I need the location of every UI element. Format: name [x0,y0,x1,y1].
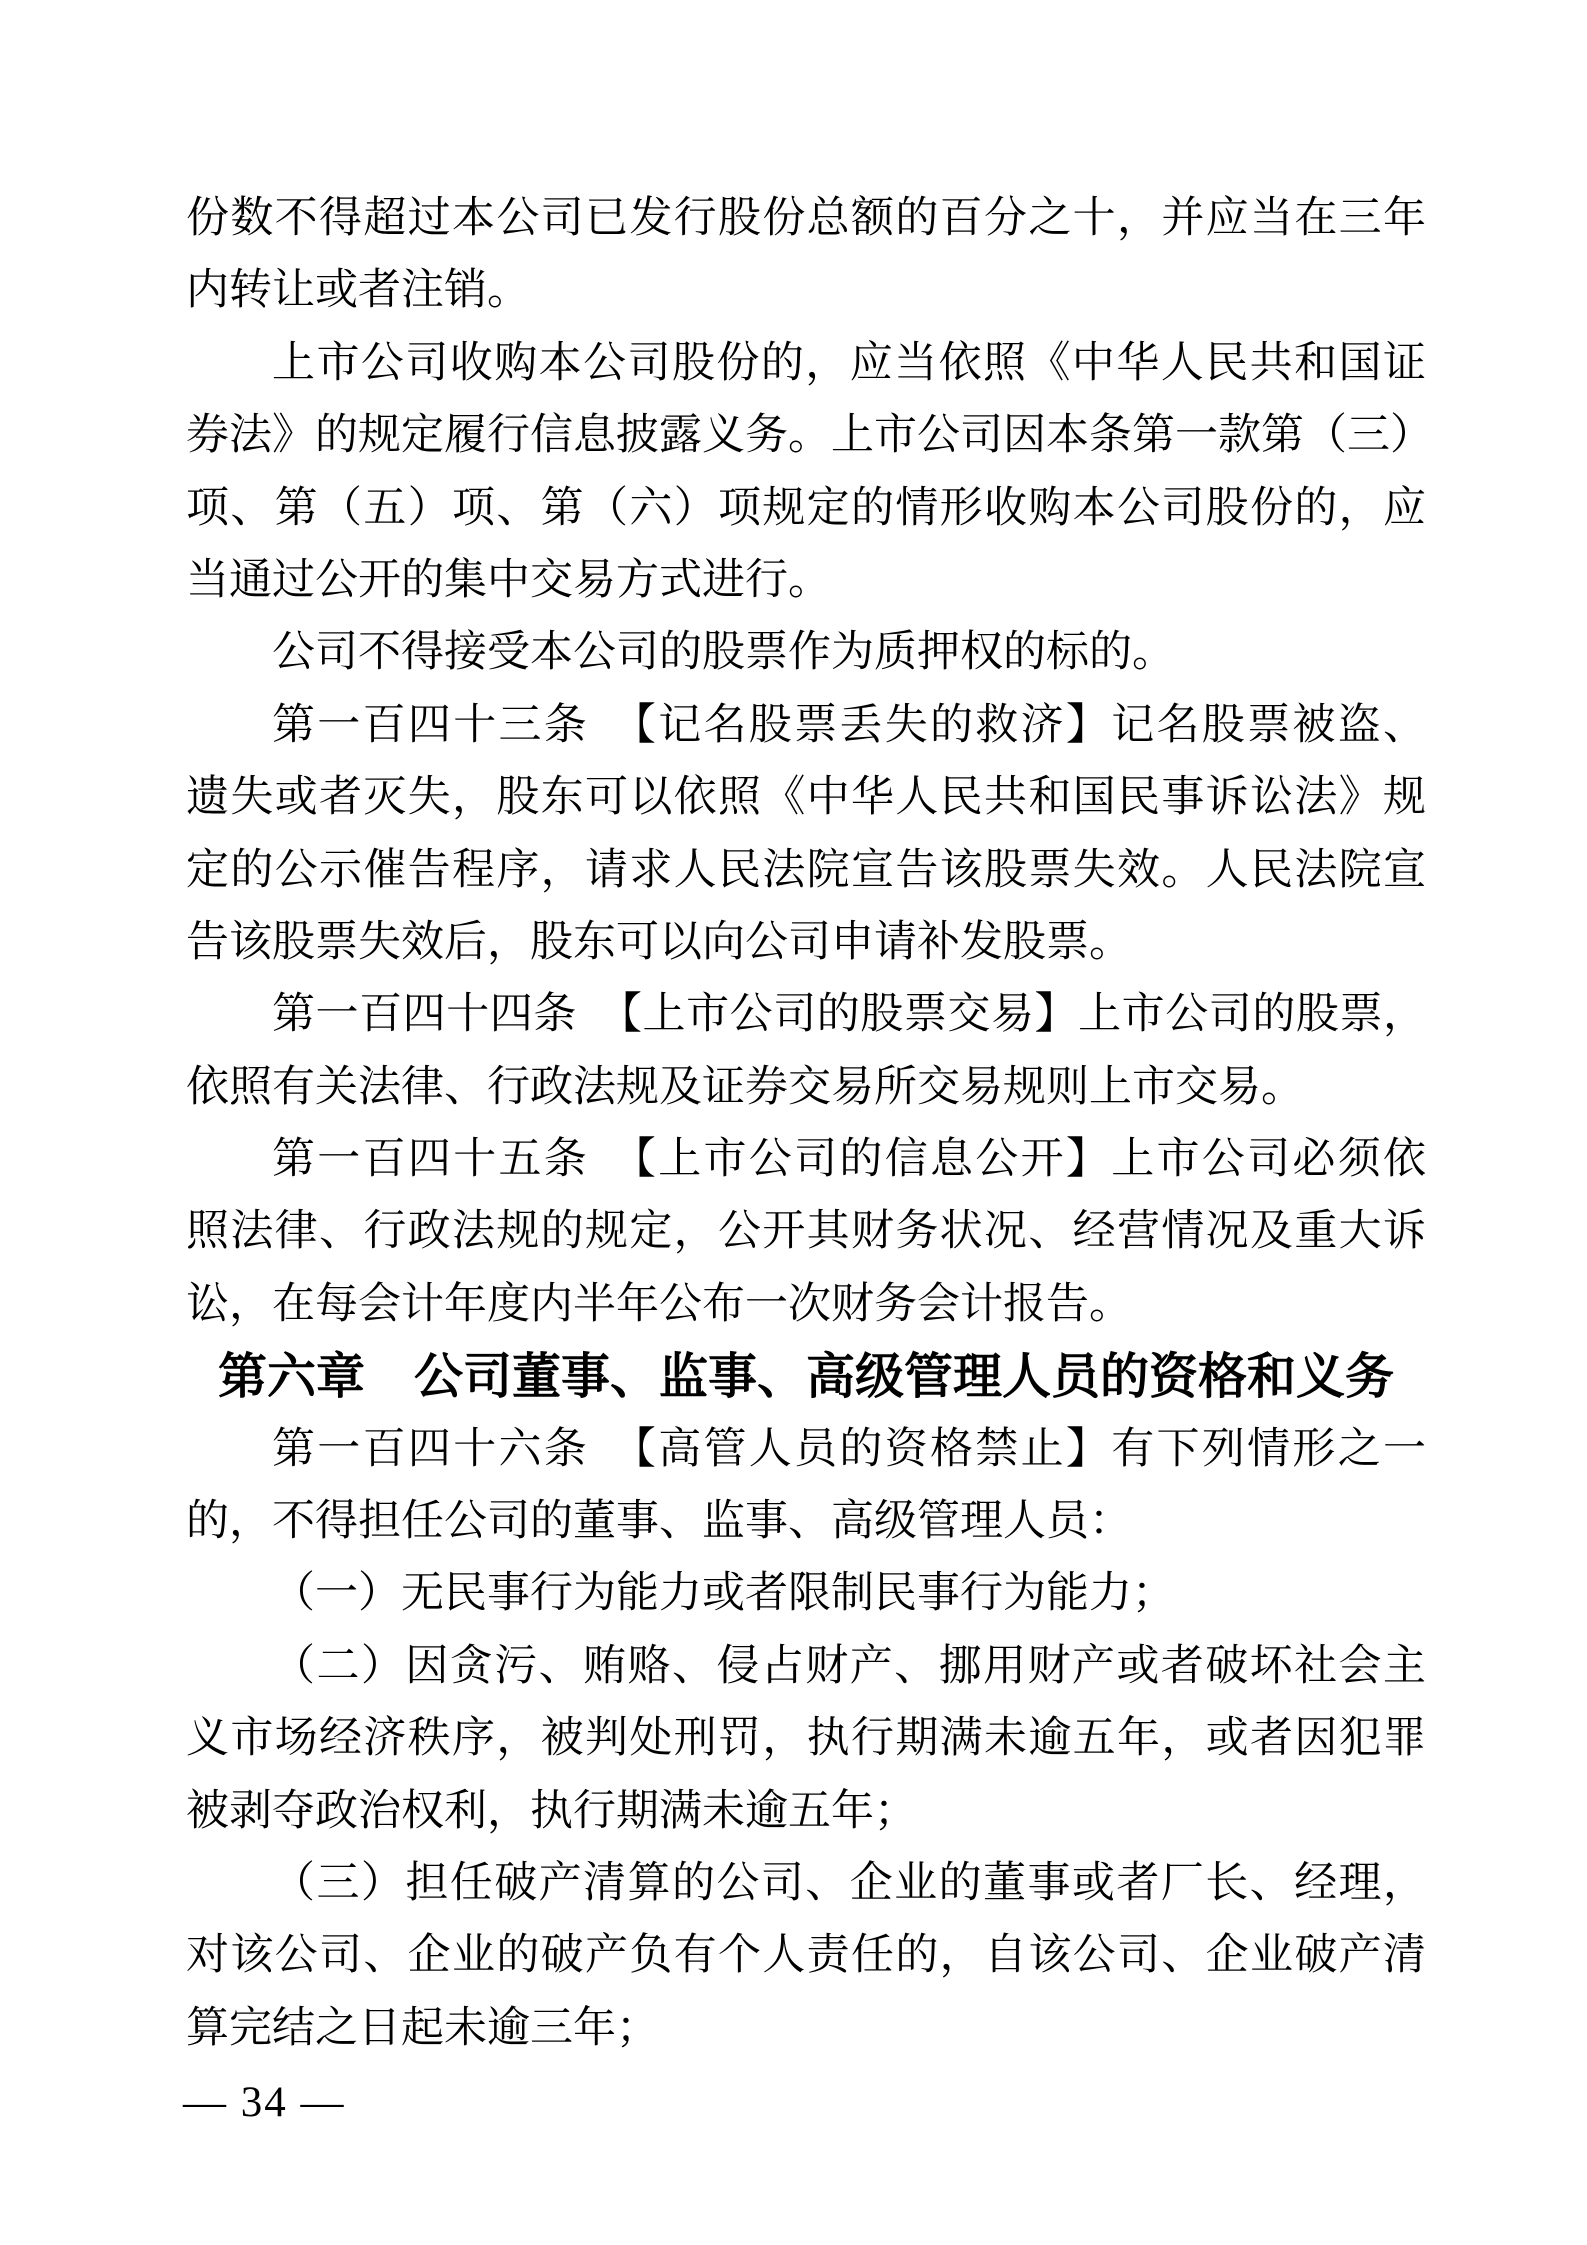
text-line: 义市场经济秩序，被判处刑罚，执行期满未逾五年，或者因犯罪 [186,1715,1426,1763]
page-number: — 34 — [183,2079,346,2126]
text-line: （三）担任破产清算的公司、企业的董事或者厂长、经理， [272,1859,1426,1907]
text-line: 照法律、行政法规的规定，公开其财务状况、经营情况及重大诉 [186,1208,1426,1256]
text-line: 定的公示催告程序，请求人民法院宣告该股票失效。人民法院宣 [186,846,1426,894]
text-line: 券法》的规定履行信息披露义务。上市公司因本条第一款第（三） [186,412,1433,460]
text-line: 项、第（五）项、第（六）项规定的情形收购本公司股份的，应 [186,484,1426,532]
text-line: （二）因贪污、贿赂、侵占财产、挪用财产或者破坏社会主 [272,1642,1426,1690]
text-line: 公司不得接受本公司的股票作为质押权的标的。 [272,629,1175,677]
text-line: 的，不得担任公司的董事、监事、高级管理人员： [186,1498,1132,1546]
text-line: 依照有关法律、行政法规及证券交易所交易规则上市交易。 [186,1063,1304,1111]
text-line: 第一百四十三条 【记名股票丢失的救济】记名股票被盗、 [272,701,1426,749]
document-body [186,183,1433,2065]
text-line: 算完结之日起未逾三年； [186,2004,659,2052]
text-line: 上市公司收购本公司股份的，应当依照《中华人民共和国证 [272,339,1426,387]
text-line: 对该公司、企业的破产负有个人责任的，自该公司、企业破产清 [186,1932,1426,1980]
text-line: 第一百四十五条 【上市公司的信息公开】上市公司必须依 [272,1136,1426,1184]
text-line: 第一百四十六条 【高管人员的资格禁止】有下列情形之一 [272,1425,1426,1473]
text-line: 被剥夺政治权利，执行期满未逾五年； [186,1787,917,1835]
chapter-heading: 第六章 公司董事、监事、高级管理人员的资格和义务 [217,1350,1394,1405]
text-line: 第一百四十四条 【上市公司的股票交易】上市公司的股票， [272,991,1426,1039]
text-line: （一）无民事行为能力或者限制民事行为能力； [272,1570,1175,1618]
text-line: 告该股票失效后，股东可以向公司申请补发股票。 [186,918,1132,966]
text-line: 当通过公开的集中交易方式进行。 [186,556,831,604]
text-line: 内转让或者注销。 [186,267,530,315]
text-line: 讼，在每会计年度内半年公布一次财务会计报告。 [186,1280,1132,1328]
text-line: 份数不得超过本公司已发行股份总额的百分之十，并应当在三年 [186,195,1426,242]
text-line: 遗失或者灭失，股东可以依照《中华人民共和国民事诉讼法》规 [186,774,1426,822]
